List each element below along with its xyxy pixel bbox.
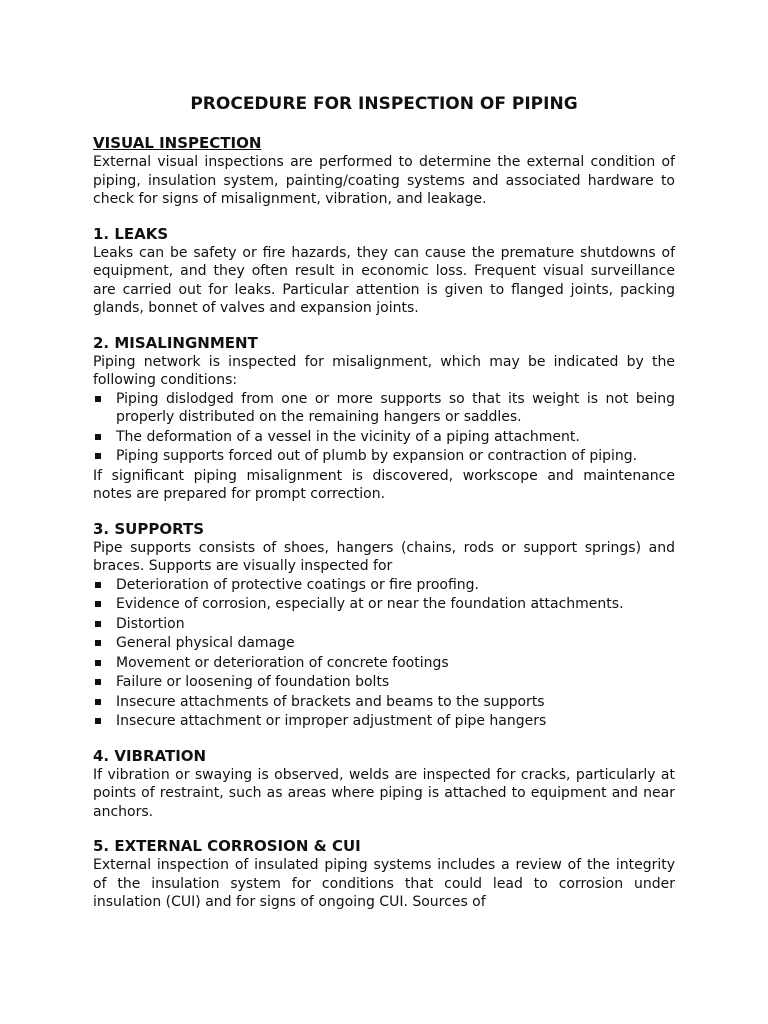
- list-item: General physical damage: [93, 634, 675, 653]
- section-intro: Pipe supports consists of shoes, hangers (chains, rods or support springs) and braces. Supports are visually inspected for: [93, 539, 675, 574]
- list-item: Insecure attachments of brackets and beams to the supports: [93, 693, 675, 712]
- list-item: Failure or loosening of foundation bolts: [93, 673, 675, 692]
- section-paragraph: If vibration or swaying is observed, welds are inspected for cracks, particularly at points of restraint, such as areas where piping is attached to equipment and near anchors.: [93, 766, 675, 820]
- bullet-list: [93, 390, 675, 466]
- bullet-square-icon: [95, 396, 101, 402]
- bullet-square-icon: [95, 453, 101, 459]
- section-paragraph: External visual inspections are performed to determine the external condition of piping, insulation system, painting/coating systems and associated hardware to check for signs of misalignment, vibration, and leakage.: [93, 154, 675, 207]
- bullet-square-icon: [95, 434, 101, 440]
- section-paragraph: External inspection of insulated piping systems includes a review of the integrity of the insulation system for conditions that could lead to corrosion under insulation (CUI) and for signs of ongoing CUI. Sources of: [93, 857, 675, 910]
- bullet-square-icon: [95, 699, 101, 705]
- section-leaks: [93, 225, 675, 318]
- list-item: Insecure attachment or improper adjustment of pipe hangers: [93, 712, 675, 731]
- section-paragraph: Leaks can be safety or fire hazards, they can cause the premature shutdowns of equipment, and they often result in economic loss. Frequent visual surveillance are carried out for leaks. Particular attention is given to flanged joints, packing glands, bonnet of valves and expansion joints.: [93, 244, 675, 316]
- page-title: PROCEDURE FOR INSPECTION OF PIPING: [190, 94, 578, 114]
- list-item: Piping dislodged from one or more supports so that its weight is not being properly distributed on the remaining hangers or saddles.: [93, 390, 675, 427]
- section-heading: 5. EXTERNAL CORROSION & CUI: [93, 837, 361, 855]
- bullet-square-icon: [95, 679, 101, 685]
- bullet-square-icon: [95, 660, 101, 666]
- list-item: The deformation of a vessel in the vicinity of a piping attachment.: [93, 428, 675, 447]
- section-outro: If significant piping misalignment is discovered, workscope and maintenance notes are prepared for prompt correction.: [93, 467, 675, 502]
- section-heading: VISUAL INSPECTION: [93, 134, 262, 152]
- bullet-list: [93, 576, 675, 731]
- bullet-square-icon: [95, 621, 101, 627]
- section-heading: 2. MISALINGNMENT: [93, 333, 258, 352]
- section-misalignment: [93, 334, 675, 504]
- list-item: Deterioration of protective coatings or fire proofing.: [93, 576, 675, 595]
- section-heading: 3. SUPPORTS: [93, 519, 204, 538]
- bullet-square-icon: [95, 582, 101, 588]
- list-item: Movement or deterioration of concrete footings: [93, 654, 675, 673]
- section-visual-inspection: [93, 134, 675, 209]
- list-item: Distortion: [93, 615, 675, 634]
- list-item: Piping supports forced out of plumb by expansion or contraction of piping.: [93, 447, 675, 466]
- section-external-corrosion: [93, 837, 675, 912]
- section-intro: Piping network is inspected for misalignment, which may be indicated by the following conditions:: [93, 353, 675, 388]
- section-heading: 1. LEAKS: [93, 224, 169, 243]
- list-item: Evidence of corrosion, especially at or near the foundation attachments.: [93, 595, 675, 614]
- paragraph-clip: [93, 856, 675, 912]
- document-content: [93, 93, 675, 928]
- section-vibration: [93, 747, 675, 822]
- section-supports: [93, 520, 675, 731]
- section-heading: 4. VIBRATION: [93, 746, 207, 765]
- bullet-square-icon: [95, 640, 101, 646]
- bullet-square-icon: [95, 718, 101, 724]
- bullet-square-icon: [95, 601, 101, 607]
